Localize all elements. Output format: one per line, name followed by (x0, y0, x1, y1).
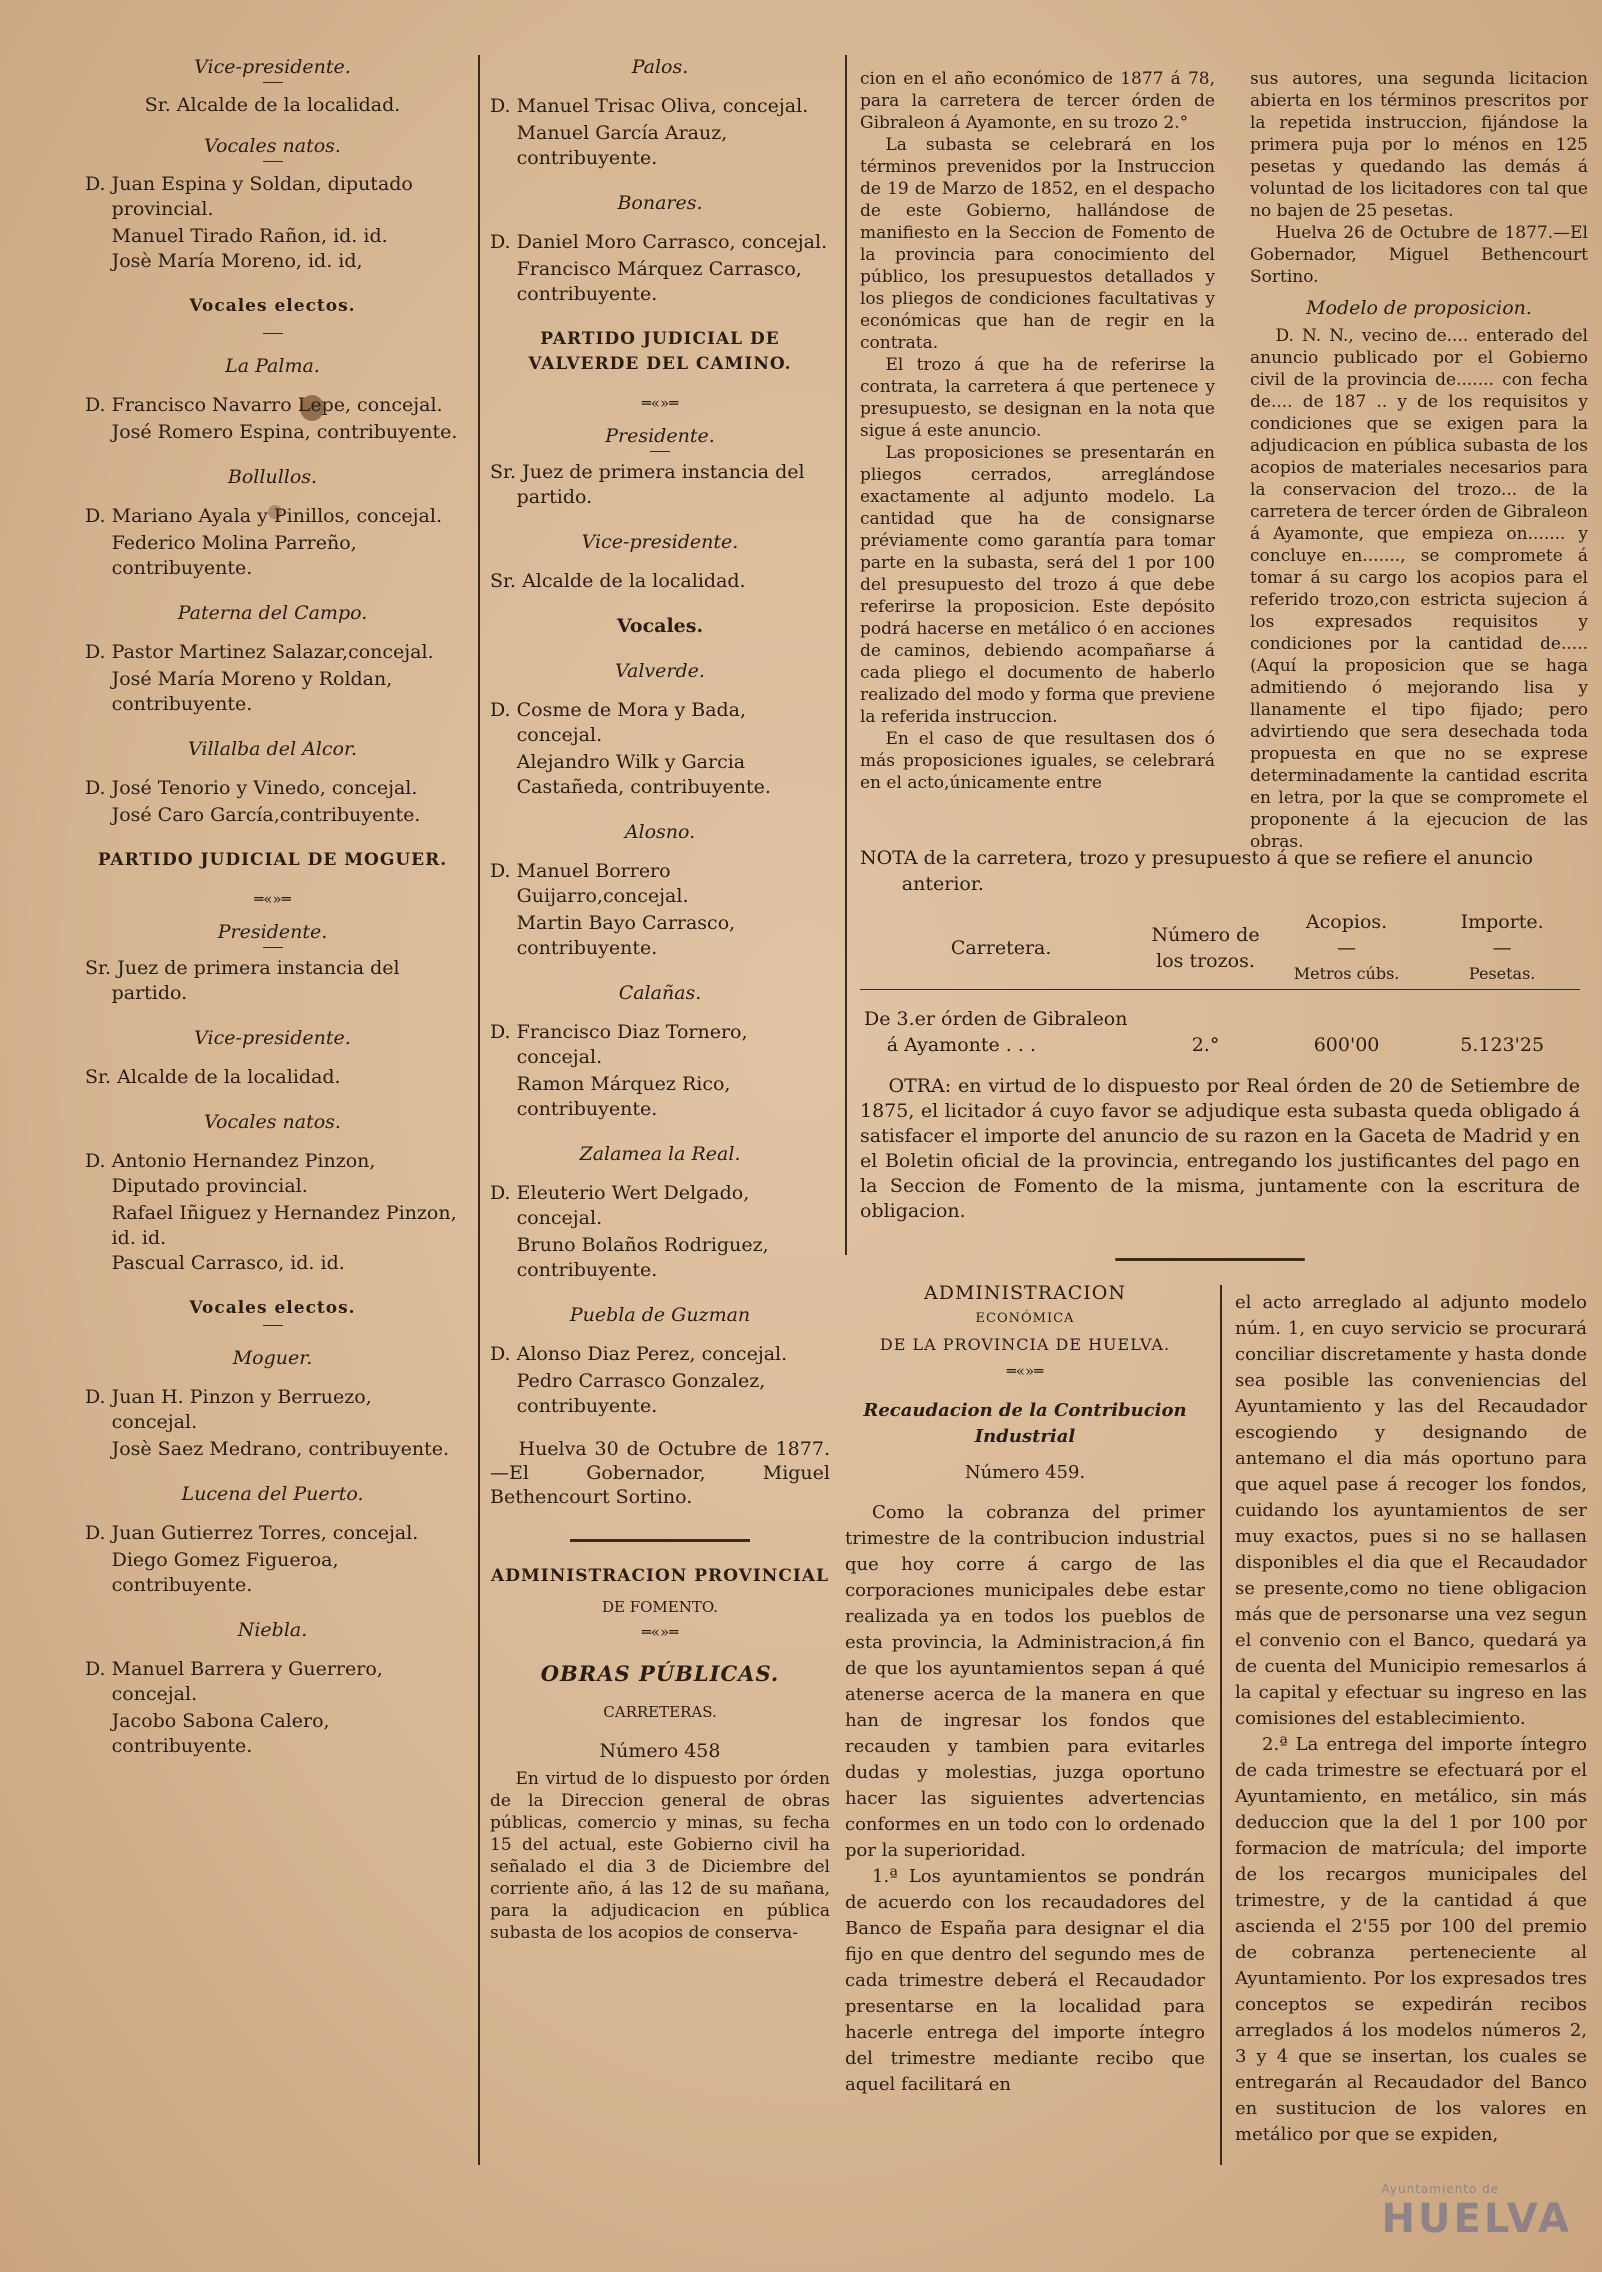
member-line: D. Daniel Moro Carrasco, concejal. (490, 231, 828, 253)
member-line: Josè María Moreno, id. id, (111, 250, 363, 272)
member-line: D. Juan Espina y Soldan, diputado provincial. (85, 173, 413, 220)
table-cell: 2.° (1191, 1034, 1220, 1056)
member-line: Sr. Alcalde de la localidad. (85, 1066, 341, 1088)
section-subtitle: DE FOMENTO. (601, 1598, 719, 1616)
divider (263, 161, 283, 162)
divider (263, 947, 283, 948)
town-heading: Lucena del Puerto. (181, 1483, 364, 1505)
town-heading: Bollullos. (227, 466, 318, 488)
town-heading: Niebla. (237, 1619, 308, 1641)
notice-paragraph: Las proposiciones se presentarán en pliegos cerrados, arreglándose exactamente al adjunto modelo. La cantidad que ha de consignarse préviamente como garantía para tomar parte en la subasta, será del 1 por 100 del presupuesto del trozo á que debe referirse la proposicion. Este depósito podrá hacerse en metálico ó en acciones de caminos, debiendo acompañarse á cada pliego el documento de haberlo realizado del modo y forma que previene la referida instruccion. (860, 443, 1215, 727)
table-cell: 5.123'25 (1460, 1034, 1545, 1056)
ornament: ═«»═ (641, 394, 679, 412)
member-line: José Caro García,contribuyente. (111, 804, 421, 826)
column-4-lower (1235, 1290, 1587, 2148)
member-line: Bruno Bolaños Rodriguez, contribuyente. (516, 1234, 769, 1281)
col-header (1269, 907, 1425, 990)
ornament: ═«»═ (641, 1623, 679, 1641)
section-heading: Vice-presidente. (194, 1027, 351, 1049)
divider (650, 451, 670, 452)
member-line: D. José Tenorio y Vinedo, concejal. (85, 777, 418, 799)
column-3 (860, 68, 1215, 794)
ornament: ═«»═ (254, 890, 291, 908)
member-line: D. Cosme de Mora y Bada, concejal. (490, 699, 747, 746)
member-line: Josè Saez Medrano, contribuyente. (111, 1438, 449, 1460)
watermark-line: Ayuntamiento de (1381, 2182, 1500, 2196)
member-line: D. Mariano Ayala y Pinillos, concejal. (85, 505, 442, 527)
town-heading: Paterna del Campo. (177, 602, 368, 624)
section-heading: Vocales natos. (204, 1111, 341, 1133)
column-4 (1250, 68, 1588, 853)
member-line: D. Manuel Trisac Oliva, concejal. (490, 95, 809, 117)
town-heading: Puebla de Guzman (569, 1304, 751, 1326)
town-heading: Palos. (631, 56, 689, 78)
notice-paragraph: En virtud de lo dispuesto por órden de la Direccion general de obras públicas, comercio y minas, su fecha 15 del actual, este Gobierno civil ha señalado el dia 3 de Diciembre del corriente año, á las 12 de su mañana, para la adjudicacion en pública subasta de los acopios de conserva- (490, 1769, 830, 1943)
notice-paragraph: sus autores, una segunda licitacion abierta en los términos prescritos por la repetida instruccion, fijándose la primera puja por lo ménos en 125 pesetas y quedando las demás á voluntad de los licitadores con tal que no bajen de 25 pesetas. (1250, 69, 1588, 221)
town-heading: Villalba del Alcor. (188, 738, 357, 760)
archive-watermark (1382, 2182, 1572, 2242)
col-header-unit: Pesetas. (1468, 964, 1536, 983)
notice-paragraph: el acto arreglado al adjunto modelo núm. 1, en cuyo servicio se procurará conciliar discretamente y hasta donde sea posible las conveniencias del Ayuntamiento y las del Recaudador escogiendo y designando de antemano el dia más oportuno para que aquel pase á recoger los fondos, cuidando los ayuntamientos de ser muy exactos, pues si no se hallasen disponibles el dia que el Recaudador se presente,como no tiene obligacion más que de personarse una vez segun el convenio con el Banco, quedará ya de cuenta del Municipio remesarlos á la capital y efectuar su ingreso en las comisiones del establecimiento. (1235, 1292, 1587, 1729)
member-line: Pascual Carrasco, id. id. (111, 1252, 345, 1274)
section-heading: Vocales electos. (189, 1298, 356, 1318)
member-line: Sr. Alcalde de la localidad. (490, 570, 746, 592)
town-heading: Bonares. (617, 192, 703, 214)
section-heading: Presidente. (217, 921, 328, 943)
col-header (1424, 907, 1580, 990)
ornament: ═«»═ (1006, 1362, 1044, 1380)
column-rule (845, 55, 847, 1255)
section-title: ADMINISTRACION (923, 1282, 1126, 1304)
column-rule (478, 55, 480, 2165)
notice-number: Número 459. (964, 1462, 1086, 1483)
section-title: ADMINISTRACION PROVINCIAL (491, 1566, 829, 1586)
member-line: Alejandro Wilk y Garcia Castañeda, contribuyente. (516, 751, 771, 798)
column-3-lower (845, 1280, 1205, 2098)
section-title: OBRAS PÚBLICAS. (540, 1661, 780, 1686)
col-header-text: Acopios. (1305, 911, 1388, 933)
section-heading: Vocales natos. (204, 135, 341, 157)
column-2 (490, 55, 830, 1944)
section-heading: PARTIDO JUDICIAL DE MOGUER. (97, 850, 448, 870)
proposal-model: D. N. N., vecino de.... enterado del anuncio publicado por el Gobierno civil de la provincia de....... con fecha de.... de 187 .. y de los requisitos y condiciones que se exigen para la adjudicacion en pública subasta de los acopios de materiales necesarios para la conservacion del trozo... de la carretera de tercer órden de Gibraleon á Ayamonte, que empieza on....... y concluye en......., se compromete á tomar á su cargo los acopios para el referido trozo,con estricta sujecion á los expresados requisitos y condiciones por la cantidad de..... (Aquí la proposicion que se haga admitiendo ó mejorando lisa y llanamente el tipo fijado; pero advirtiendo que sera desechada toda propuesta en que no se exprese determinadamente la cantidad escrita en letra, por la que se compromete el proponente á la ejecucion de las obras. (1250, 326, 1588, 852)
section-title: Recaudacion de la Contribucion Industrial (863, 1400, 1187, 1447)
member-line: Jacobo Sabona Calero, contribuyente. (111, 1710, 330, 1757)
col-header-dash: — (1337, 937, 1357, 959)
notice-paragraph: cion en el año económico de 1877 á 78, para la carretera de tercer órden de Gibraleon á Ayamonte, en su trozo 2.° (860, 69, 1215, 133)
signature: Huelva 26 de Octubre de 1877.—El Gobernador, Miguel Bethencourt Sortino. (1250, 223, 1588, 287)
member-line: D. Manuel Barrera y Guerrero, concejal. (85, 1658, 383, 1705)
col-header: Número de los trozos. (1142, 907, 1269, 990)
town-heading: Moguer. (232, 1347, 313, 1369)
member-line: Sr. Alcalde de la localidad. (144, 94, 401, 116)
section-subtitle: CARRETERAS. (603, 1703, 717, 1721)
member-line: Francisco Márquez Carrasco, contribuyente. (516, 258, 802, 305)
section-subtitle: ECONÓMICA (975, 1311, 1075, 1326)
table-cell: 600'00 (1313, 1034, 1380, 1056)
divider (263, 1325, 283, 1326)
note-table (860, 907, 1580, 1060)
member-line: Manuel Tirado Rañon, id. id. (111, 225, 388, 247)
town-heading: La Palma. (225, 355, 320, 377)
member-line: D. Alonso Diaz Perez, concejal. (490, 1343, 788, 1365)
table-cell (860, 990, 1142, 1061)
notice-paragraph: El trozo á que ha de referirse la contrata, la carretera á que pertenece y presupuesto, se designan en la nota que sigue á este anuncio. (860, 355, 1215, 441)
member-line: Sr. Juez de primera instancia del partido. (490, 461, 805, 508)
section-heading: Vocales. (616, 615, 704, 637)
town-heading: Alosno. (624, 821, 696, 843)
notice-paragraph: OTRA: en virtud de lo dispuesto por Real órden de 20 de Setiembre de 1875, el licitador á cuyo favor se adjudique esta subasta queda obligado á satisfacer el importe del anuncio de su razon en la Gaceta de Madrid y en el Boletin oficial de la provincia, entregando los justificantes del pago en la Seccion de Fomento de la misma, juntamente con la escritura de obligacion. (860, 1075, 1580, 1222)
member-line: Sr. Juez de primera instancia del partido. (85, 957, 400, 1004)
member-line: D. Pastor Martinez Salazar,concejal. (85, 641, 434, 663)
signature: Huelva 30 de Octubre de 1877. —El Gobernador, Miguel Bethencourt Sortino. (490, 1438, 830, 1508)
section-heading: Modelo de proposicion. (1306, 297, 1532, 319)
member-line: Ramon Márquez Rico, contribuyente. (516, 1073, 731, 1120)
note-title: NOTA de la carretera, trozo y presupuesto á que se refiere el anuncio anterior. (860, 847, 1533, 895)
member-line: José Romero Espina, contribuyente. (111, 421, 458, 443)
section-heading: Vice-presidente. (581, 531, 739, 553)
member-line: Manuel García Arauz, contribuyente. (516, 122, 728, 169)
divider (263, 82, 283, 83)
road-name: á Ayamonte . . . (886, 1034, 1036, 1056)
member-line: Pedro Carrasco Gonzalez, contribuyente. (516, 1370, 766, 1417)
member-line: D. Juan H. Pinzon y Berruezo, concejal. (85, 1386, 372, 1433)
member-line: D. Antonio Hernandez Pinzon, Diputado provincial. (85, 1150, 376, 1197)
notice-paragraph: Como la cobranza del primer trimestre de la contribucion industrial que hoy corre á cargo de las corporaciones municipales debe estar realizada ya en todos los pueblos de esta provincia, la Administracion,á fin de que los ayuntamientos sepan á qué atenerse acerca de la manera en que han de ingresar los fondos que recauden y tambien para evitarles dudas y molestias, juzga oportuno hacer las siguientes advertencias conformes en un todo con lo ordenado por la superioridad. (845, 1502, 1205, 1861)
member-line: José María Moreno y Roldan, contribuyente. (111, 668, 393, 715)
town-heading: Valverde. (615, 660, 705, 682)
section-heading: Vocales electos. (189, 296, 356, 316)
section-heading: Presidente. (605, 425, 715, 447)
column-rule (1220, 1285, 1222, 2165)
watermark-line: HUELVA (1381, 2196, 1572, 2242)
column-1 (85, 55, 460, 1759)
table-row (860, 990, 1580, 1061)
member-line: Martin Bayo Carrasco, contribuyente. (516, 912, 736, 959)
section-title: DE LA PROVINCIA DE HUELVA. (879, 1335, 1171, 1354)
notice-paragraph: En el caso de que resultasen dos ó más proposiciones iguales, se celebrará en el acto,únicamente entre (860, 729, 1215, 793)
notice-paragraph: 1.ª Los ayuntamientos se pondrán de acuerdo con los recaudadores del Banco de España para designar el dia fijo en que dentro del segundo mes de cada trimestre deberá el Recaudador presentarse en la localidad para hacerle entrega del importe íntegro del trimestre mediante recibo que aquel facilitará en (845, 1866, 1205, 2095)
notice-number: Número 458 (599, 1740, 721, 1762)
member-line: D. Juan Gutierrez Torres, concejal. (85, 1522, 419, 1544)
member-line: D. Manuel Borrero Guijarro,concejal. (490, 860, 689, 907)
member-line: Diego Gomez Figueroa, contribuyente. (111, 1549, 339, 1596)
section-heading: PARTIDO JUDICIAL DE VALVERDE DEL CAMINO. (528, 329, 792, 374)
col-header-dash: — (1492, 937, 1512, 959)
road-name: De 3.er órden de Gibraleon (864, 1008, 1128, 1030)
col-header: Carretera. (860, 907, 1142, 990)
separator (1115, 1258, 1305, 1261)
col-header-unit: Metros cúbs. (1293, 964, 1400, 983)
section-heading: Vice-presidente. (194, 56, 351, 78)
member-line: Rafael Iñiguez y Hernandez Pinzon, id. id. (111, 1202, 457, 1249)
notice-paragraph: La subasta se celebrará en los términos prevenidos por la Instruccion de 19 de Marzo de 1852, en el despacho de este Gobierno, hallándose de manifiesto en la Seccion de Fomento de la provincia para conocimiento del público, los presupuestos detallados y los pliegos de condiciones facultativas y económicas que han de regir en la contrata. (860, 135, 1215, 353)
town-heading: Zalamea la Real. (579, 1143, 741, 1165)
separator (570, 1539, 750, 1542)
divider (263, 333, 283, 334)
member-line: D. Eleuterio Wert Delgado, concejal. (490, 1182, 750, 1229)
notice-paragraph: 2.ª La entrega del importe íntegro de cada trimestre se efectuará por el Ayuntamiento, en metálico, sin más deduccion que la del 1 por 100 por formacion de matrícula; del importe de los recargos municipales del trimestre, y de la cantidad á que ascienda el 2'55 por 100 del premio de cobranza perteneciente al Ayuntamiento. Por los expresados tres conceptos se expedirán recibos arreglados á los modelos números 2, 3 y 4 que se insertan, los cuales se entregarán al Recaudador del Banco en sustitucion de los valores en metálico por que se expiden, (1235, 1734, 1587, 2145)
member-line: D. Francisco Diaz Tornero, concejal. (490, 1021, 748, 1068)
member-line: Federico Molina Parreño, contribuyente. (111, 532, 357, 579)
col-header-text: Importe. (1460, 911, 1544, 933)
member-line: D. Francisco Navarro Lepe, concejal. (85, 394, 443, 416)
town-heading: Calañas. (618, 982, 702, 1004)
road-note (860, 845, 1580, 1224)
